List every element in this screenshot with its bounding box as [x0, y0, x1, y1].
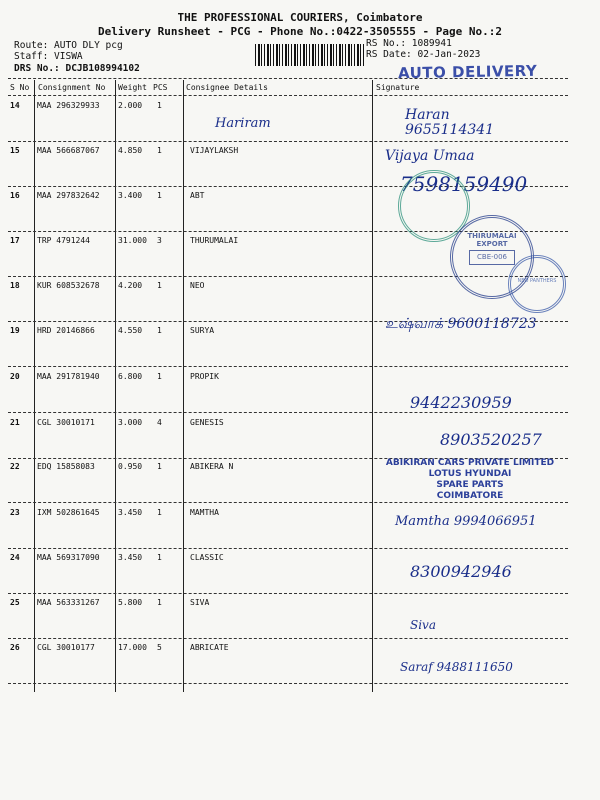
- row-consignee: THURUMALAI: [190, 236, 239, 245]
- row-pcs: 1: [157, 553, 162, 562]
- row-weight: 6.800: [118, 372, 143, 381]
- row-sno: 26: [10, 643, 20, 652]
- row-pcs: 3: [157, 236, 162, 245]
- row-pcs: 1: [157, 372, 162, 381]
- row-weight: 31.000: [118, 236, 147, 245]
- abikiran-line-4: COIMBATORE: [436, 491, 504, 501]
- row-pcs: 1: [157, 508, 162, 517]
- row-sno: 24: [10, 553, 20, 562]
- row-consignment: IXM 502861645: [37, 508, 100, 517]
- drs-number: DRS No.: DCJB108994102: [14, 63, 140, 74]
- signature-row-24: 8300942946: [410, 562, 512, 581]
- col-weight: Weight: [118, 83, 147, 92]
- col-sno: S No: [10, 83, 30, 92]
- row-weight: 3.400: [118, 191, 143, 200]
- row-pcs: 1: [157, 462, 162, 471]
- row-sno: 23: [10, 508, 20, 517]
- handwritten-consignee: Hariram: [215, 116, 271, 131]
- row-weight: 4.850: [118, 146, 143, 155]
- row-weight: 17.000: [118, 643, 147, 652]
- abikiran-line-2: LOTUS HYUNDAI: [428, 469, 512, 479]
- row-sno: 16: [10, 191, 20, 200]
- signature-row-21: 8903520257: [440, 430, 542, 449]
- row-consignee: PROPIK: [190, 372, 219, 381]
- row-consignment: MAA 291781940: [37, 372, 100, 381]
- col-consignment: Consignment No: [38, 83, 106, 92]
- row-consignment: TRP 4791244: [37, 236, 90, 245]
- row-consignee: ABT: [190, 191, 205, 200]
- row-pcs: 4: [157, 418, 162, 427]
- row-weight: 3.000: [118, 418, 143, 427]
- row-sno: 25: [10, 598, 20, 607]
- row-separator: [8, 502, 568, 503]
- row-sno: 22: [10, 462, 20, 471]
- header-top-rule: [8, 78, 568, 79]
- signature-row-26: Saraf 9488111650: [400, 660, 513, 674]
- row-pcs: 1: [157, 191, 162, 200]
- col-divider: [372, 80, 373, 692]
- col-divider: [183, 80, 184, 692]
- row-weight: 5.800: [118, 598, 143, 607]
- row-sno: 20: [10, 372, 20, 381]
- row-weight: 4.200: [118, 281, 143, 290]
- row-consignee: ABIKERA N: [190, 462, 234, 471]
- abikiran-line-1: ABIKIRAN CARS PRIVATE LIMITED: [385, 458, 555, 468]
- signature-row-19: உஷ்வாக் 9600118723: [385, 316, 537, 332]
- row-consignee: SIVA: [190, 598, 210, 607]
- auto-delivery-stamp: AUTO DELIVERY: [397, 61, 538, 83]
- row-weight: 4.550: [118, 326, 143, 335]
- col-divider: [34, 80, 35, 692]
- row-consignee: CLASSIC: [190, 553, 224, 562]
- row-weight: 0.950: [118, 462, 143, 471]
- row-sno: 19: [10, 326, 20, 335]
- neo-panthers-stamp: [508, 255, 566, 313]
- row-separator: [8, 548, 568, 549]
- row-separator: [8, 683, 568, 684]
- signature-row-20: 9442230959: [410, 393, 512, 412]
- row-consignee: SURYA: [190, 326, 215, 335]
- row-pcs: 1: [157, 326, 162, 335]
- row-consignment: MAA 566687067: [37, 146, 100, 155]
- row-separator: [8, 141, 568, 142]
- row-consignment: MAA 297832642: [37, 191, 100, 200]
- row-sno: 14: [10, 101, 20, 110]
- runsheet-subtitle: Delivery Runsheet - PCG - Phone No.:0422-3505555 - Page No.:2: [98, 25, 502, 38]
- row-consignment: KUR 608532678: [37, 281, 100, 290]
- row-consignment: MAA 296329933: [37, 101, 100, 110]
- signature-row-25: Siva: [410, 618, 436, 632]
- row-consignment: CGL 30010177: [37, 643, 95, 652]
- row-sno: 17: [10, 236, 20, 245]
- signature-row-16: 7598159490: [400, 172, 528, 196]
- company-title: THE PROFESSIONAL COURIERS, Coimbatore: [177, 11, 423, 24]
- row-consignment: HRD 20146866: [37, 326, 95, 335]
- row-consignee: MAMTHA: [190, 508, 219, 517]
- rs-number: RS No.: 1089941: [366, 38, 452, 49]
- thirumalai-stamp-code: CBE-006: [469, 250, 515, 265]
- signature-row-14: Haran 9655114341: [405, 107, 495, 138]
- signature-row-15: Vijaya Umaa: [385, 148, 475, 164]
- row-consignment: MAA 569317090: [37, 553, 100, 562]
- row-consignment: MAA 563331267: [37, 598, 100, 607]
- row-sno: 21: [10, 418, 20, 427]
- neo-stamp-text: NEO PANTHERS: [517, 278, 557, 284]
- abikiran-line-3: SPARE PARTS: [436, 480, 504, 490]
- route-label: Route: AUTO DLY pcg: [14, 40, 123, 51]
- row-pcs: 1: [157, 281, 162, 290]
- barcode: [255, 44, 365, 66]
- header-bottom-rule: [8, 95, 568, 96]
- row-pcs: 1: [157, 146, 162, 155]
- row-sno: 18: [10, 281, 20, 290]
- col-signature: Signature: [376, 83, 420, 92]
- row-weight: 3.450: [118, 553, 143, 562]
- row-separator: [8, 412, 568, 413]
- row-pcs: 1: [157, 101, 162, 110]
- row-weight: 2.000: [118, 101, 143, 110]
- staff-label: Staff: VISWA: [14, 51, 83, 62]
- thirumalai-stamp-text: THIRUMALAI EXPORT: [467, 232, 517, 248]
- row-sno: 15: [10, 146, 20, 155]
- signature-row-23: Mamtha 9994066951: [395, 514, 537, 529]
- abikiran-stamp: [385, 458, 555, 502]
- col-consignee: Consignee Details: [186, 83, 268, 92]
- rs-date: RS Date: 02-Jan-2023: [366, 49, 481, 60]
- row-separator: [8, 366, 568, 367]
- row-consignee: VIJAYLAKSH: [190, 146, 239, 155]
- col-pcs: PCS: [153, 83, 168, 92]
- row-weight: 3.450: [118, 508, 143, 517]
- row-consignment: EDQ 15858083: [37, 462, 95, 471]
- row-pcs: 1: [157, 598, 162, 607]
- col-divider: [115, 80, 116, 692]
- row-consignee: NEO: [190, 281, 205, 290]
- row-separator: [8, 638, 568, 639]
- row-consignee: GENESIS: [190, 418, 224, 427]
- row-separator: [8, 593, 568, 594]
- row-consignment: CGL 30010171: [37, 418, 95, 427]
- row-pcs: 5: [157, 643, 162, 652]
- row-consignee: ABRICATE: [190, 643, 229, 652]
